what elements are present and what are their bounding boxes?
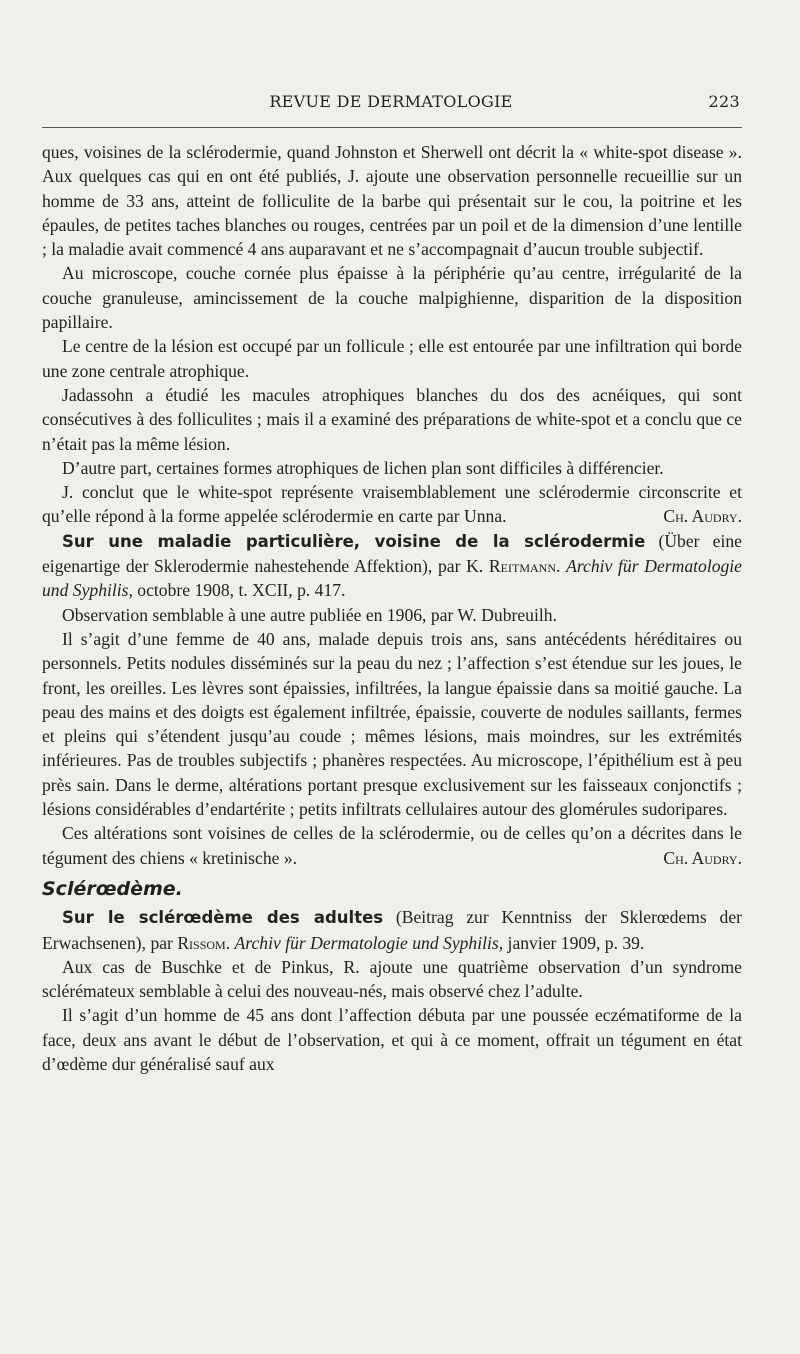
paragraph: Jadassohn a étudié les macules atrophiques blanches du dos des acnéiques, qui sont consécutives à des folliculites ; mais il a examiné des préparations de white-spot et a conclu que ce n’était pas la même lésion.	[42, 384, 742, 454]
section-heading: Sclérœdème.	[42, 877, 183, 900]
header-rule	[42, 127, 742, 128]
paragraph-text: J. conclut que le white-spot représente vraisemblablement une sclérodermie circonscrite et qu’elle répond à la forme appelée sclérodermie en carte par Unna.	[42, 482, 742, 527]
paragraph-with-signature	[42, 480, 742, 529]
paragraph-text: Ces altérations sont voisines de celles de la sclérodermie, ou de celles qu’on a décrites dans le tégument des chiens « kretinische ».	[42, 823, 742, 868]
paragraph: Aux cas de Buschke et de Pinkus, R. ajoute une quatrième observation d’un syndrome sclérémateux semblable à celui des nouveau-nés, mais observé chez l’adulte.	[42, 956, 742, 1002]
citation: octobre 1908, t. XCII, p. 417.	[132, 580, 346, 601]
article-subtitle: (Beitrag zur Kenntniss der Sklerœdems der Erwachsenen), par	[42, 907, 742, 953]
article-body	[42, 140, 742, 1076]
journal-name: Archiv für Dermatologie und Syphilis,	[42, 556, 742, 601]
article-subtitle: (Über eine eigenartige der Sklerodermie nahestehende Affektion), par	[42, 530, 742, 577]
journal-name: Archiv für Dermatologie und Syphilis,	[234, 932, 504, 953]
paragraph: ques, voisines de la sclérodermie, quand Johnston et Sherwell ont décrit la « white-spot disease ». Aux quelques cas qui en ont été publiés, J. ajoute une observation personnelle recueillie sur un homme de 33 ans, atteint de folliculite de la barbe qui présentait sur le cou, la poitrine et les épaules, de petites taches blanches ou rouges, centrées par un poil et de la dimension d’une lentille ; la maladie avait commencé 4 ans auparavant et ne s’accompagnait d’aucun trouble subjectif.	[42, 142, 742, 260]
article-author: Rissom.	[177, 932, 231, 953]
article-title: Sur le sclérœdème des adultes	[62, 908, 384, 928]
page-number: 223	[708, 92, 740, 111]
article-author: K. Reitmann.	[466, 556, 561, 577]
signature: Ch. Audry.	[663, 506, 742, 527]
signature: Ch. Audry.	[663, 847, 742, 868]
paragraph: Observation semblable à une autre publiée en 1906, par W. Dubreuilh.	[62, 604, 557, 625]
citation: janvier 1909, p. 39.	[503, 932, 645, 953]
running-head	[42, 92, 740, 114]
paragraph: Au microscope, couche cornée plus épaisse à la périphérie qu’au centre, irrégularité de la couche granuleuse, amincissement de la couche malpighienne, disparition de la disposition papillaire.	[42, 263, 742, 333]
paragraph: D’autre part, certaines formes atrophiques de lichen plan sont difficiles à différencier.	[62, 457, 664, 478]
paragraph: Le centre de la lésion est occupé par un follicule ; elle est entourée par une infiltration qui borde une zone centrale atrophique.	[42, 336, 742, 381]
article-heading	[42, 905, 742, 955]
paragraph-with-signature	[42, 821, 742, 870]
article-title: Sur une maladie particulière, voisine de la sclérodermie	[62, 531, 646, 551]
journal-title: REVUE DE DERMATOLOGIE	[269, 92, 513, 111]
paragraph: Il s’agit d’un homme de 45 ans dont l’affection débuta par une poussée eczématiforme de la face, deux ans avant le début de l’observation, et qui à ce moment, offrait un tégument en état d’œdème dur généralisé sauf aux	[42, 1005, 742, 1074]
paragraph: Il s’agit d’une femme de 40 ans, malade depuis trois ans, sans antécédents héréditaires ou personnels. Petits nodules disséminés sur la peau du nez ; l’affection s’est étendue sur les joues, le front, les oreilles. Les lèvres sont épaissies, infiltrées, la langue épaissie dans sa moitié gauche. La peau des mains et des doigts est également infiltrée, épaissie, couverte de nodules saillants, fermes et pleins qui s’étendent jusqu’au coude ; mêmes lésions, mais moindres, sur les extrémités inférieures. Pas de troubles subjectifs ; phanères respectées. Au microscope, l’épithélium est à peu près sain. Dans le derme, altérations portant presque exclusivement sur les faisseaux conjonctifs ; lésions considérables d’endartérite ; petits infiltrats cellulaires autour des glomérules sudoripares.	[42, 628, 742, 820]
article-heading	[42, 529, 742, 603]
